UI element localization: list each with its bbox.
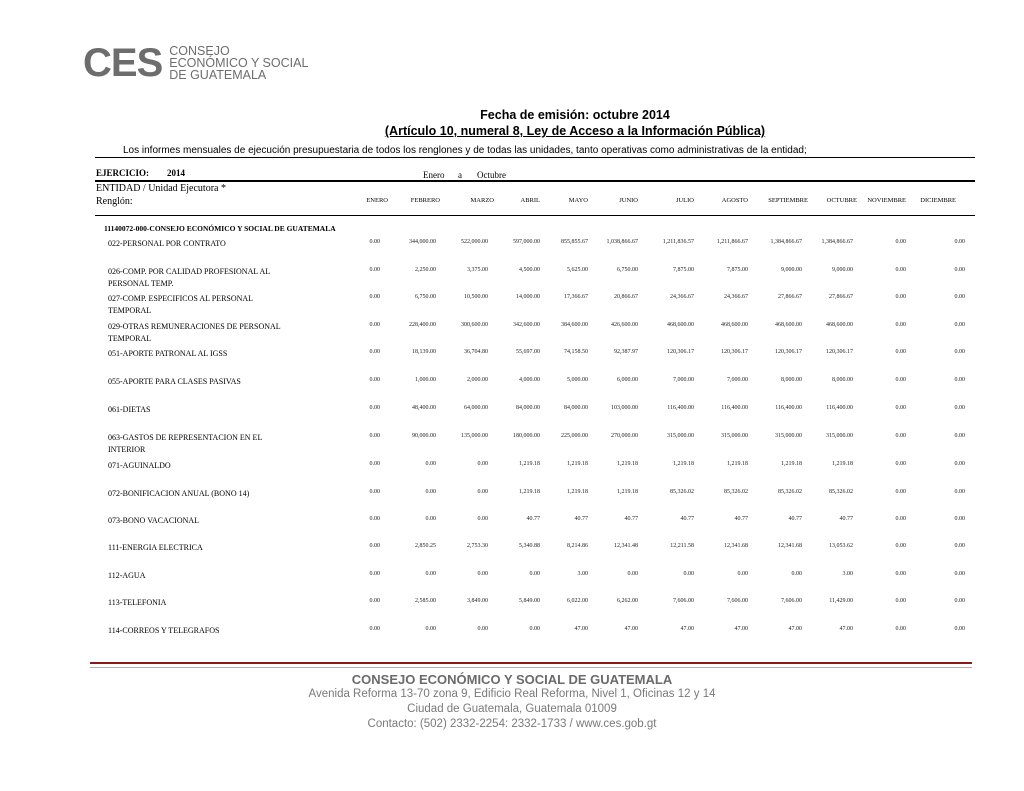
row-value-cell: 3.00 — [577, 571, 588, 577]
legal-reference: (Artículo 10, numeral 8, Ley de Acceso a la Información Pública) — [384, 124, 766, 138]
row-value-cell: 9,000.00 — [781, 267, 802, 273]
footer-contact: Contacto: (502) 2332-2254: 2332-1733 / www.ces.gob.gt — [367, 718, 657, 730]
footer-city: Ciudad de Guatemala, Guatemala 01009 — [407, 703, 617, 715]
row-label: 055-APORTE PARA CLASES PASIVAS — [108, 377, 241, 386]
row-value-cell: 0.00 — [895, 489, 906, 495]
row-value-cell: 0.00 — [529, 571, 540, 577]
row-value-cell: 2,753.30 — [467, 543, 488, 549]
row-value-cell: 344,000.00 — [409, 239, 436, 245]
row-label: 061-DIETAS — [108, 405, 151, 414]
row-value-cell: 315,000.00 — [667, 433, 694, 439]
row-label: 051-APORTE PATRONAL AL IGSS — [108, 349, 228, 358]
row-value-cell: 6,262.00 — [617, 598, 638, 604]
row-value-cell: 0.00 — [369, 349, 380, 355]
row-value-cell: 1,211,836.57 — [662, 239, 694, 245]
row-value-cell: 2,850.25 — [415, 543, 436, 549]
row-value-cell: 120,306.17 — [667, 349, 694, 355]
row-value-cell: 18,139.00 — [412, 349, 436, 355]
row-value-cell: 40.77 — [839, 516, 853, 522]
row-value-cell: 47.00 — [680, 626, 694, 632]
row-value-cell: 0.00 — [369, 626, 380, 632]
ejercicio-value: 2014 — [167, 168, 185, 178]
row-value-cell: 7,875.00 — [727, 267, 748, 273]
row-value-cell: 6,022.00 — [567, 598, 588, 604]
row-value-cell: 0.00 — [954, 598, 965, 604]
footer-address: Avenida Reforma 13-70 zona 9, Edificio Real Reforma, Nivel 1, Oficinas 12 y 14 — [308, 688, 716, 700]
row-value-cell: 7,875.00 — [673, 267, 694, 273]
month-header-cell: OCTUBRE — [826, 197, 857, 204]
row-value-cell: 116,400.00 — [775, 405, 802, 411]
period-separator: a — [458, 170, 462, 180]
row-value-cell: 1,219.18 — [673, 461, 694, 467]
row-value-cell: 0.00 — [369, 489, 380, 495]
row-value-cell: 1,219.18 — [727, 461, 748, 467]
row-value-cell: 47.00 — [839, 626, 853, 632]
month-header-cell: FEBRERO — [410, 197, 440, 204]
row-value-cell: 55,697.00 — [516, 349, 540, 355]
row-value-cell: 0.00 — [895, 294, 906, 300]
row-value-cell: 135,000.00 — [461, 433, 488, 439]
month-header-cell: MARZO — [470, 197, 494, 204]
row-value-cell: 0.00 — [954, 349, 965, 355]
month-header-cell: MAYO — [568, 197, 588, 204]
row-value-cell: 85,326.02 — [724, 489, 748, 495]
row-value-cell: 0.00 — [425, 461, 436, 467]
row-value-cell: 5,625.00 — [567, 267, 588, 273]
row-value-cell: 36,704.80 — [464, 349, 488, 355]
row-label: 072-BONIFICACION ANUAL (BONO 14) — [108, 489, 250, 498]
row-value-cell: 468,600.00 — [667, 322, 694, 328]
row-label: 071-AGUINALDO — [108, 461, 171, 470]
row-value-cell: 40.77 — [624, 516, 638, 522]
row-value-cell: 85,326.02 — [670, 489, 694, 495]
row-value-cell: 0.00 — [425, 571, 436, 577]
row-value-cell: 0.00 — [425, 626, 436, 632]
row-value-cell: 116,400.00 — [721, 405, 748, 411]
row-value-cell: 6,000.00 — [617, 377, 638, 383]
row-value-cell: 0.00 — [895, 516, 906, 522]
row-value-cell: 3,375.00 — [467, 267, 488, 273]
period-to: Octubre — [477, 170, 506, 180]
row-value-cell: 0.00 — [683, 571, 694, 577]
row-label: 063-GASTOS DE REPRESENTACION EN EL INTERIOR — [108, 433, 263, 454]
row-value-cell: 0.00 — [895, 626, 906, 632]
row-value-cell: 116,400.00 — [667, 405, 694, 411]
row-value-cell: 8,000.00 — [832, 377, 853, 383]
row-value-cell: 47.00 — [624, 626, 638, 632]
row-value-cell: 468,600.00 — [721, 322, 748, 328]
row-value-cell: 0.00 — [954, 267, 965, 273]
row-value-cell: 300,600.00 — [461, 322, 488, 328]
row-value-cell: 3,849.00 — [467, 598, 488, 604]
row-value-cell: 9,000.00 — [832, 267, 853, 273]
row-value-cell: 0.00 — [425, 516, 436, 522]
row-value-cell: 85,326.02 — [829, 489, 853, 495]
row-value-cell: 0.00 — [477, 626, 488, 632]
month-header-cell: DICIEMBRE — [920, 197, 956, 204]
row-value-cell: 0.00 — [895, 598, 906, 604]
row-value-cell: 1,219.18 — [617, 489, 638, 495]
row-value-cell: 0.00 — [895, 405, 906, 411]
row-value-cell: 74,158.50 — [564, 349, 588, 355]
row-value-cell: 5,340.88 — [519, 543, 540, 549]
row-value-cell: 0.00 — [895, 433, 906, 439]
row-value-cell: 7,000.00 — [727, 377, 748, 383]
row-value-cell: 0.00 — [369, 294, 380, 300]
row-value-cell: 0.00 — [477, 571, 488, 577]
row-value-cell: 84,000.00 — [516, 405, 540, 411]
month-header-cell: SEPTIEMBRE — [768, 197, 808, 204]
row-value-cell: 1,038,866.67 — [606, 239, 638, 245]
executing-unit: 11140072-000-CONSEJO ECONÓMICO Y SOCIAL DE GUATEMALA — [104, 224, 336, 233]
logo-line-1: CONSEJO — [169, 44, 230, 58]
row-value-cell: 0.00 — [369, 267, 380, 273]
row-value-cell: 315,000.00 — [721, 433, 748, 439]
row-value-cell: 0.00 — [954, 543, 965, 549]
row-value-cell: 7,606.00 — [781, 598, 802, 604]
row-label: 027-COMP. ESPECIFICOS AL PERSONAL TEMPORAL — [108, 294, 253, 315]
row-label: 026-COMP. POR CALIDAD PROFESIONAL AL PERSONAL TEMP. — [108, 267, 270, 288]
row-value-cell: 64,000.00 — [464, 405, 488, 411]
row-value-cell: 40.77 — [788, 516, 802, 522]
footer-rule-gray — [90, 667, 972, 668]
row-value-cell: 4,000.00 — [519, 377, 540, 383]
row-label: 114-CORREOS Y TELEGRAFOS — [108, 626, 220, 635]
row-value-cell: 0.00 — [895, 543, 906, 549]
row-value-cell: 855,855.67 — [561, 239, 588, 245]
period-from: Enero — [423, 170, 445, 180]
row-value-cell: 1,219.18 — [567, 489, 588, 495]
row-value-cell: 0.00 — [791, 571, 802, 577]
row-value-cell: 1,219.18 — [781, 461, 802, 467]
row-value-cell: 228,400.00 — [409, 322, 436, 328]
entidad-label: ENTIDAD / Unidad Ejecutora * — [96, 183, 226, 194]
month-header-cell: NOVIEMBRE — [867, 197, 906, 204]
row-value-cell: 0.00 — [954, 626, 965, 632]
row-value-cell: 6,750.00 — [617, 267, 638, 273]
row-value-cell: 48,400.00 — [412, 405, 436, 411]
header-rule-top — [95, 180, 975, 182]
row-value-cell: 12,211.58 — [670, 543, 694, 549]
row-value-cell: 3.00 — [842, 571, 853, 577]
row-value-cell: 8,214.86 — [567, 543, 588, 549]
row-value-cell: 0.00 — [895, 322, 906, 328]
row-value-cell: 0.00 — [627, 571, 638, 577]
intro-text: Los informes mensuales de ejecución presupuestaria de todos los renglones y de todas las unidades, tanto operativas como administrativas de la entidad; — [123, 145, 807, 156]
row-value-cell: 426,600.00 — [611, 322, 638, 328]
header-rule-bottom — [95, 215, 975, 216]
footer-rule-red — [90, 662, 972, 664]
row-value-cell: 5,000.00 — [567, 377, 588, 383]
row-value-cell: 85,326.02 — [778, 489, 802, 495]
row-value-cell: 7,606.00 — [727, 598, 748, 604]
row-value-cell: 47.00 — [574, 626, 588, 632]
row-value-cell: 4,500.00 — [519, 267, 540, 273]
row-value-cell: 225,000.00 — [561, 433, 588, 439]
row-value-cell: 0.00 — [895, 267, 906, 273]
row-value-cell: 468,600.00 — [775, 322, 802, 328]
row-value-cell: 27,866.67 — [778, 294, 802, 300]
row-value-cell: 0.00 — [954, 405, 965, 411]
row-value-cell: 84,000.00 — [564, 405, 588, 411]
row-value-cell: 92,387.97 — [614, 349, 638, 355]
month-header-cell: AGOSTO — [721, 197, 748, 204]
row-value-cell: 0.00 — [737, 571, 748, 577]
row-value-cell: 1,219.18 — [567, 461, 588, 467]
row-value-cell: 0.00 — [954, 294, 965, 300]
month-header-cell: JUNIO — [619, 197, 638, 204]
row-value-cell: 180,000.00 — [513, 433, 540, 439]
row-value-cell: 47.00 — [788, 626, 802, 632]
ejercicio-label: EJERCICIO: — [96, 168, 150, 178]
row-value-cell: 0.00 — [954, 433, 965, 439]
row-label: 029-OTRAS REMUNERACIONES DE PERSONAL TEMPORAL — [108, 322, 281, 343]
row-value-cell: 1,211,866.67 — [716, 239, 748, 245]
row-value-cell: 0.00 — [369, 571, 380, 577]
row-value-cell: 40.77 — [680, 516, 694, 522]
row-value-cell: 270,000.00 — [611, 433, 638, 439]
row-value-cell: 90,000.00 — [412, 433, 436, 439]
row-value-cell: 103,000.00 — [611, 405, 638, 411]
logo-mark: CES — [83, 41, 163, 85]
row-value-cell: 12,341.48 — [614, 543, 638, 549]
row-value-cell: 522,000.00 — [461, 239, 488, 245]
row-value-cell: 0.00 — [895, 461, 906, 467]
row-value-cell: 5,849.00 — [519, 598, 540, 604]
row-value-cell: 0.00 — [369, 598, 380, 604]
row-label: 112-AGUA — [108, 571, 146, 580]
row-value-cell: 0.00 — [954, 377, 965, 383]
logo-line-2: ECONÓMICO Y SOCIAL — [169, 56, 309, 70]
month-header-cell: ENERO — [366, 197, 388, 204]
row-value-cell: 1,000.00 — [415, 377, 436, 383]
row-value-cell: 116,400.00 — [826, 405, 853, 411]
row-value-cell: 0.00 — [369, 516, 380, 522]
row-value-cell: 0.00 — [954, 489, 965, 495]
row-value-cell: 40.77 — [574, 516, 588, 522]
row-value-cell: 40.77 — [734, 516, 748, 522]
row-value-cell: 24,366.67 — [670, 294, 694, 300]
row-value-cell: 6,750.00 — [415, 294, 436, 300]
logo-line-3: DE GUATEMALA — [169, 68, 267, 82]
row-value-cell: 1,219.18 — [519, 461, 540, 467]
row-value-cell: 0.00 — [477, 461, 488, 467]
row-value-cell: 0.00 — [895, 239, 906, 245]
footer — [0, 672, 1024, 732]
row-value-cell: 47.00 — [734, 626, 748, 632]
row-value-cell: 12,341.68 — [778, 543, 802, 549]
row-value-cell: 384,600.00 — [561, 322, 588, 328]
row-label: 022-PERSONAL POR CONTRATO — [108, 239, 226, 248]
intro-rule — [95, 157, 975, 158]
row-label: 073-BONO VACACIONAL — [108, 516, 200, 525]
ces-logo — [83, 43, 308, 83]
row-value-cell: 0.00 — [895, 571, 906, 577]
row-value-cell: 315,000.00 — [826, 433, 853, 439]
row-value-cell: 120,306.17 — [775, 349, 802, 355]
row-value-cell: 0.00 — [954, 571, 965, 577]
issue-date: Fecha de emisión: octubre 2014 — [480, 108, 670, 122]
row-value-cell: 1,219.18 — [617, 461, 638, 467]
row-value-cell: 0.00 — [477, 516, 488, 522]
row-value-cell: 0.00 — [369, 543, 380, 549]
row-value-cell: 120,306.17 — [826, 349, 853, 355]
row-value-cell: 0.00 — [895, 377, 906, 383]
row-value-cell: 0.00 — [954, 461, 965, 467]
row-value-cell: 0.00 — [369, 405, 380, 411]
row-value-cell: 24,366.67 — [724, 294, 748, 300]
row-value-cell: 0.00 — [477, 489, 488, 495]
row-value-cell: 7,606.00 — [673, 598, 694, 604]
row-value-cell: 1,384,866.67 — [770, 239, 802, 245]
row-value-cell: 7,000.00 — [673, 377, 694, 383]
month-header — [0, 197, 1024, 209]
row-value-cell: 14,000.00 — [516, 294, 540, 300]
row-value-cell: 2,000.00 — [467, 377, 488, 383]
row-value-cell: 342,600.00 — [513, 322, 540, 328]
footer-organization: CONSEJO ECONÓMICO Y SOCIAL DE GUATEMALA — [351, 672, 673, 687]
row-value-cell: 2,585.00 — [415, 598, 436, 604]
row-value-cell: 120,306.17 — [721, 349, 748, 355]
row-value-cell: 468,600.00 — [826, 322, 853, 328]
logo-text — [169, 45, 308, 81]
row-value-cell: 0.00 — [954, 516, 965, 522]
row-value-cell: 0.00 — [529, 626, 540, 632]
row-value-cell: 40.77 — [526, 516, 540, 522]
document-title — [370, 108, 780, 138]
month-header-cell: ABRIL — [520, 197, 540, 204]
renglon-label: Renglón: — [96, 196, 133, 207]
row-value-cell: 1,384,866.67 — [821, 239, 853, 245]
row-value-cell: 0.00 — [369, 239, 380, 245]
row-value-cell: 17,366.67 — [564, 294, 588, 300]
row-value-cell: 20,866.67 — [614, 294, 638, 300]
row-value-cell: 8,000.00 — [781, 377, 802, 383]
row-label: 113-TELEFONIA — [108, 598, 167, 607]
row-value-cell: 0.00 — [954, 322, 965, 328]
row-value-cell: 0.00 — [369, 433, 380, 439]
row-value-cell: 0.00 — [369, 322, 380, 328]
row-value-cell: 0.00 — [895, 349, 906, 355]
row-value-cell: 13,053.62 — [829, 543, 853, 549]
row-value-cell: 0.00 — [369, 377, 380, 383]
row-value-cell: 1,219.18 — [832, 461, 853, 467]
row-value-cell: 12,341.68 — [724, 543, 748, 549]
row-value-cell: 2,250.00 — [415, 267, 436, 273]
row-value-cell: 315,000.00 — [775, 433, 802, 439]
row-value-cell: 11,429.00 — [829, 598, 853, 604]
row-label: 111-ENERGIA ELECTRICA — [108, 543, 203, 552]
row-value-cell: 10,500.00 — [464, 294, 488, 300]
month-header-cell: JULIO — [675, 197, 694, 204]
row-value-cell: 1,219.18 — [519, 489, 540, 495]
row-value-cell: 27,866.67 — [829, 294, 853, 300]
row-value-cell: 0.00 — [954, 239, 965, 245]
row-value-cell: 0.00 — [425, 489, 436, 495]
row-value-cell: 597,000.00 — [513, 239, 540, 245]
row-value-cell: 0.00 — [369, 461, 380, 467]
